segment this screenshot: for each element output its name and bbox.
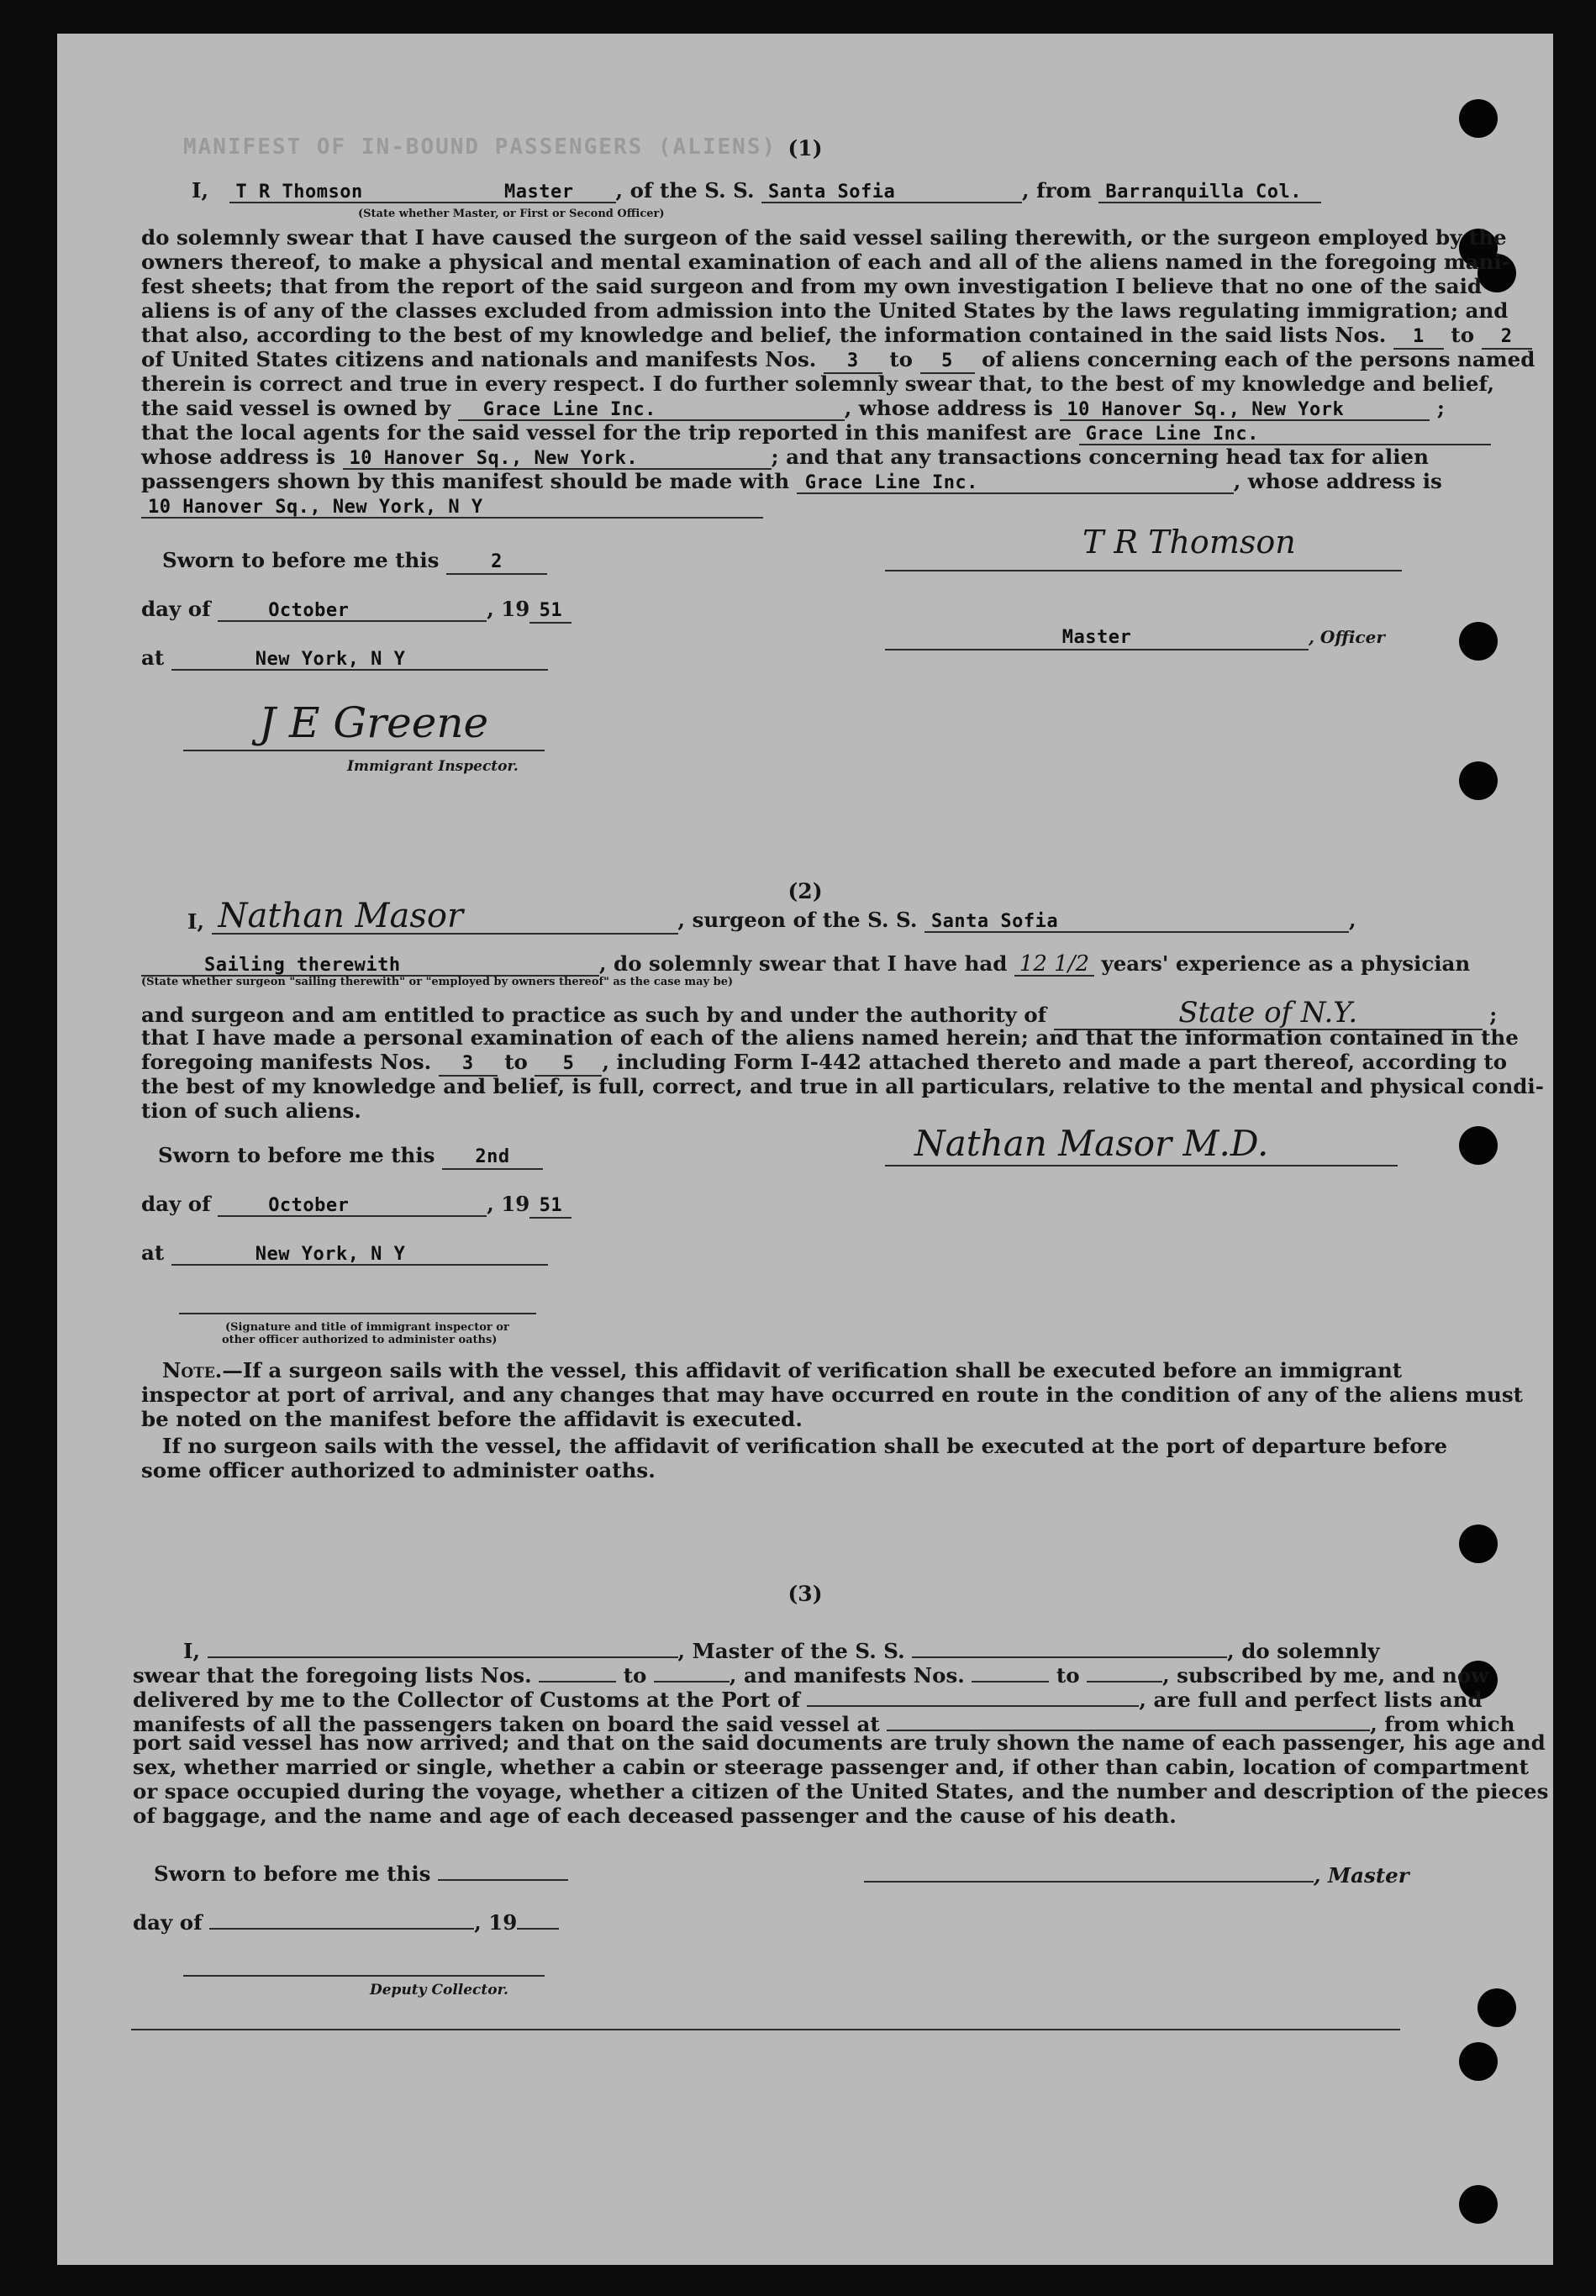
s1-line9: that the local agents for the said vessel for the trip reported in this manifest are Grace Line Inc. — [141, 420, 1491, 445]
owner-field: Grace Line Inc. — [458, 398, 845, 421]
s3-line7: or space occupied during the voyage, whether a citizen of the United States, and the number and description of the pieces — [133, 1779, 1549, 1804]
master-signature-line — [885, 570, 1402, 571]
s3-master-field — [208, 1633, 678, 1658]
manifest-page — [57, 34, 1553, 2265]
s2-vessel-field: Santa Sofia — [924, 909, 1349, 933]
master-title-field: Master — [885, 625, 1309, 650]
s3-port-field — [807, 1682, 1139, 1707]
manifests-from-field: 3 — [824, 349, 882, 374]
note-label: Note. — [162, 1358, 223, 1382]
punch-hole — [1459, 99, 1498, 138]
s3-vessel-field — [912, 1633, 1227, 1658]
s1-sworn-day-field: 2 — [446, 550, 547, 575]
agents-address-field: 10 Hanover Sq., New York. — [343, 446, 772, 470]
s2-at: at New York, N Y — [141, 1240, 548, 1266]
s1-year-field: 51 — [529, 598, 572, 624]
punch-hole — [1459, 2185, 1498, 2224]
s2-line7: tion of such aliens. — [141, 1098, 361, 1123]
s3-manifests-from-field — [972, 1657, 1049, 1683]
note-line4: If no surgeon sails with the vessel, the affidavit of verification shall be executed at the port of departure before — [162, 1434, 1448, 1458]
headtax-address-field: 10 Hanover Sq., New York, N Y — [141, 495, 763, 519]
s2-sig-caption-1: (Signature and title of immigrant inspector or — [225, 1321, 509, 1334]
owner-address-field: 10 Hanover Sq., New York — [1060, 398, 1430, 421]
inspector-signature-line — [183, 750, 545, 751]
s2-sig-caption-2: other officer authorized to administer oaths) — [222, 1334, 498, 1346]
s1-line10: whose address is 10 Hanover Sq., New York. ; and that any transactions concerning head tax for alien — [141, 445, 1429, 469]
punch-hole — [1459, 2042, 1498, 2081]
s2-line2: Sailing therewith , do solemnly swear that I have had 12 1/2 years' experience as a physician — [141, 951, 1470, 977]
years-field: 12 1/2 — [1014, 951, 1094, 977]
s2-sworn-day-field: 2nd — [442, 1145, 543, 1170]
s3-embark-field — [887, 1706, 1370, 1731]
s1-place-field: New York, N Y — [171, 647, 548, 671]
vessel-field: Santa Sofia — [761, 180, 1022, 203]
s3-lists-to-field — [654, 1657, 730, 1683]
s1-month-field: October — [218, 598, 487, 622]
s3-master-sign-row: , Master — [864, 1857, 1409, 1888]
sailing-field: Sailing therewith — [141, 953, 599, 977]
rank-field: Master — [414, 180, 616, 203]
s2-manifests-from-field: 3 — [439, 1051, 498, 1077]
s2-line5: foregoing manifests Nos. 3 to 5 , including Form I-442 attached thereto and made a part thereof, according to — [141, 1050, 1507, 1077]
master-name-field: T R Thomson — [229, 180, 414, 203]
headtax-field: Grace Line Inc. — [797, 471, 1234, 494]
s2-month-field: October — [218, 1193, 487, 1217]
note-line2: inspector at port of arrival, and any changes that may have occurred en route in the condition of any of the aliens must — [141, 1382, 1523, 1407]
s3-lists-from-field — [539, 1657, 616, 1683]
s1-line8: the said vessel is owned by Grace Line Inc. , whose address is 10 Hanover Sq., New York ; — [141, 396, 1445, 420]
s2-officer-signature-line — [179, 1313, 536, 1314]
punch-hole — [1459, 1525, 1498, 1563]
s2-line6: the best of my knowledge and belief, is full, correct, and true in all particulars, relative to the mental and physical condi- — [141, 1074, 1544, 1098]
surgeon-signature: Nathan Masor M.D. — [914, 1123, 1269, 1164]
s3-sworn-day-field — [438, 1856, 568, 1881]
s1-line12 — [141, 493, 763, 519]
s3-day-of: day of , 19 — [133, 1904, 559, 1935]
surgeon-caption: (State whether surgeon "sailing therewith" or "employed by owners thereof" as the case may be) — [141, 976, 734, 988]
s3-sworn: Sworn to before me this — [154, 1856, 568, 1887]
s2-year-field: 51 — [529, 1193, 572, 1219]
deputy-signature-line — [183, 1975, 545, 1977]
s3-line5: port said vessel has now arrived; and that on the said documents are truly shown the name of each passenger, his age and — [133, 1730, 1546, 1755]
punch-hole — [1459, 761, 1498, 800]
s1-line11: passengers shown by this manifest should be made with Grace Line Inc. , whose address is — [141, 469, 1442, 493]
punch-hole — [1459, 1126, 1498, 1165]
authority-field: State of N.Y. — [1054, 1000, 1483, 1030]
manifests-to-field: 5 — [920, 349, 975, 374]
master-signature: T R Thomson — [1082, 524, 1296, 561]
section-1-number: (1) — [787, 136, 823, 161]
inspector-label: Immigrant Inspector. — [347, 758, 519, 775]
s1-day-of: day of October , 19 51 — [141, 597, 572, 624]
faint-header: MANIFEST OF IN-BOUND PASSENGERS (ALIENS) — [183, 134, 777, 160]
lists-from-field: 1 — [1393, 324, 1444, 350]
s2-day-of: day of October , 19 51 — [141, 1192, 572, 1219]
bottom-rule — [131, 2029, 1400, 2030]
s1-line-master: I, T R Thomson Master , of the S. S. Santa Sofia , from Barranquilla Col. — [192, 178, 1321, 203]
punch-hole — [1477, 1988, 1516, 2027]
s3-master-signature-field — [864, 1857, 1314, 1883]
s2-sworn: Sworn to before me this 2nd — [158, 1143, 543, 1170]
s2-place-field: New York, N Y — [171, 1242, 548, 1266]
surgeon-signature-line — [885, 1165, 1398, 1166]
s3-line6: sex, whether married or single, whether a cabin or steerage passenger and, if other than cabin, location of compartment — [133, 1755, 1529, 1779]
note-line3: be noted on the manifest before the affidavit is executed. — [141, 1407, 803, 1431]
s1-line7: therein is correct and true in every respect. I do further solemnly swear that, to the best of my knowledge and belief, — [141, 371, 1495, 396]
s3-month-field — [209, 1904, 474, 1930]
s3-manifests-to-field — [1087, 1657, 1162, 1683]
s1-sworn: Sworn to before me this 2 — [162, 548, 547, 575]
s3-line2: swear that the foregoing lists Nos. to , and manifests Nos. to , subscribed by me, and now — [133, 1657, 1488, 1688]
s1-line5: that also, according to the best of my knowledge and belief, the information contained in the said lists Nos. 1 to 2 — [141, 323, 1532, 350]
s2-line4: that I have made a personal examination of each of the aliens named herein; and that the information contained in the — [141, 1025, 1519, 1050]
section-2-number: (2) — [787, 879, 823, 903]
agents-field: Grace Line Inc. — [1079, 422, 1491, 445]
s2-line1: I, Nathan Masor , surgeon of the S. S. Santa Sofia , — [187, 897, 1356, 935]
deputy-collector-label: Deputy Collector. — [370, 1982, 508, 1998]
lists-to-field: 2 — [1482, 324, 1532, 350]
s1-line3: fest sheets; that from the report of the said surgeon and from my own investigation I believe that no one of the said — [141, 274, 1483, 298]
s1-line4: aliens is of any of the classes excluded from admission into the United States by the laws regulating immigration; and — [141, 298, 1509, 323]
s3-line4: manifests of all the passengers taken on board the said vessel at , from which — [133, 1706, 1514, 1737]
note-line1: Note.—If a surgeon sails with the vessel, this affidavit of verification shall be executed before an immigrant — [162, 1358, 1403, 1382]
s3-line3: delivered by me to the Collector of Customs at the Port of , are full and perfect lists and — [133, 1682, 1483, 1713]
s2-line3: and surgeon and am entitled to practice as such by and under the authority of State of N.Y. ; — [141, 996, 1498, 1030]
surgeon-name-field: Nathan Masor — [212, 898, 678, 935]
section-3-number: (3) — [787, 1582, 823, 1606]
s1-master-title-row: Master , Officer — [885, 624, 1385, 650]
inspector-signature: J E Greene — [259, 698, 489, 747]
s1-line2: owners thereof, to make a physical and mental examination of each and all of the aliens named in the foregoing mani- — [141, 250, 1510, 274]
s1-line1: do solemnly swear that I have caused the surgeon of the said vessel sailing therewith, or the surgeon employed by the — [141, 225, 1507, 250]
from-port-field: Barranquilla Col. — [1098, 180, 1321, 203]
s2-manifests-to-field: 5 — [535, 1051, 602, 1077]
s3-year-field — [517, 1904, 559, 1930]
note-line5: some officer authorized to administer oaths. — [141, 1458, 656, 1482]
punch-hole — [1459, 622, 1498, 661]
s3-line1: I, , Master of the S. S. , do solemnly — [183, 1633, 1380, 1664]
rank-caption: (State whether Master, or First or Second Officer) — [358, 208, 665, 220]
s3-line8: of baggage, and the name and age of each deceased passenger and the cause of his death. — [133, 1804, 1177, 1828]
s1-line6: of United States citizens and nationals and manifests Nos. 3 to 5 of aliens concerning each of the persons named — [141, 347, 1535, 374]
s1-at: at New York, N Y — [141, 645, 548, 671]
